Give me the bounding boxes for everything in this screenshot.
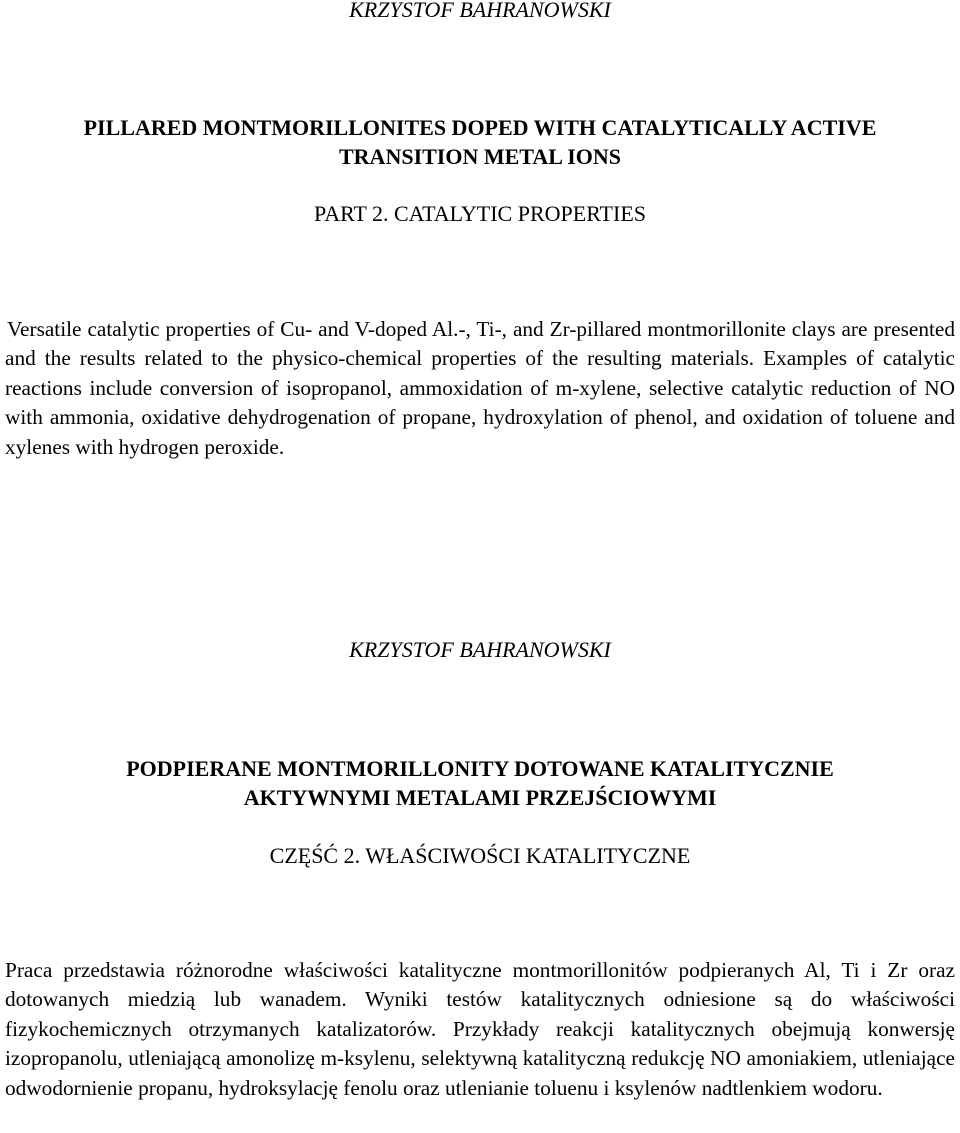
abstract-en: Versatile catalytic properties of Cu- and V-doped Al.-, Ti-, and Zr-pillared montmorillonite clays are presented and the results related to the physico-chemical properties of the resulting materials. Examples of catalytic reactions include conversion of isopropanol, ammoxidation of m-xylene, selective catalytic reduction of NO with ammonia, oxidative dehydrogenation of propane, hydroxylation of phenol, and oxidation of toluene and xylenes with hydrogen peroxide.	[5, 317, 955, 459]
author-name-en: KRZYSTOF BAHRANOWSKI	[349, 0, 611, 22]
paper-title-pl-line-2: AKTYWNYMI METALAMI PRZEJŚCIOWYMI	[243, 785, 717, 810]
paper-title-en-line-1: PILLARED MONTMORILLONITES DOPED WITH CATALYTICALLY ACTIVE	[83, 115, 877, 140]
part-heading-pl: CZĘŚĆ 2. WŁAŚCIWOŚCI KATALITYCZNE	[269, 843, 691, 868]
paper-title-pl-line-1: PODPIERANE MONTMORILLONITY DOTOWANE KATALITYCZNIE	[126, 756, 834, 781]
author-name-pl: KRZYSTOF BAHRANOWSKI	[349, 637, 611, 662]
paper-title-en-line-2: TRANSITION METAL IONS	[339, 144, 621, 169]
abstract-pl: Praca przedstawia różnorodne właściwości katalityczne montmorillonitów podpieranych Al, Ti i Zr oraz dotowanych miedzią lub wanadem. Wyniki testów katalitycznych odniesione są do właściwości fizykochemicznych otrzymanych katalizatorów. Przykłady reakcji katalitycznych obejmują konwersję izopropanolu, utleniającą amonolizę m-ksylenu, selektywną katalityczną redukcję NO amoniakiem, utleniające odwodornienie propanu, hydroksylację fenolu oraz utlenianie toluenu i ksylenów nadtlenkiem wodoru.	[5, 958, 955, 1100]
part-heading-en: PART 2. CATALYTIC PROPERTIES	[313, 201, 646, 226]
